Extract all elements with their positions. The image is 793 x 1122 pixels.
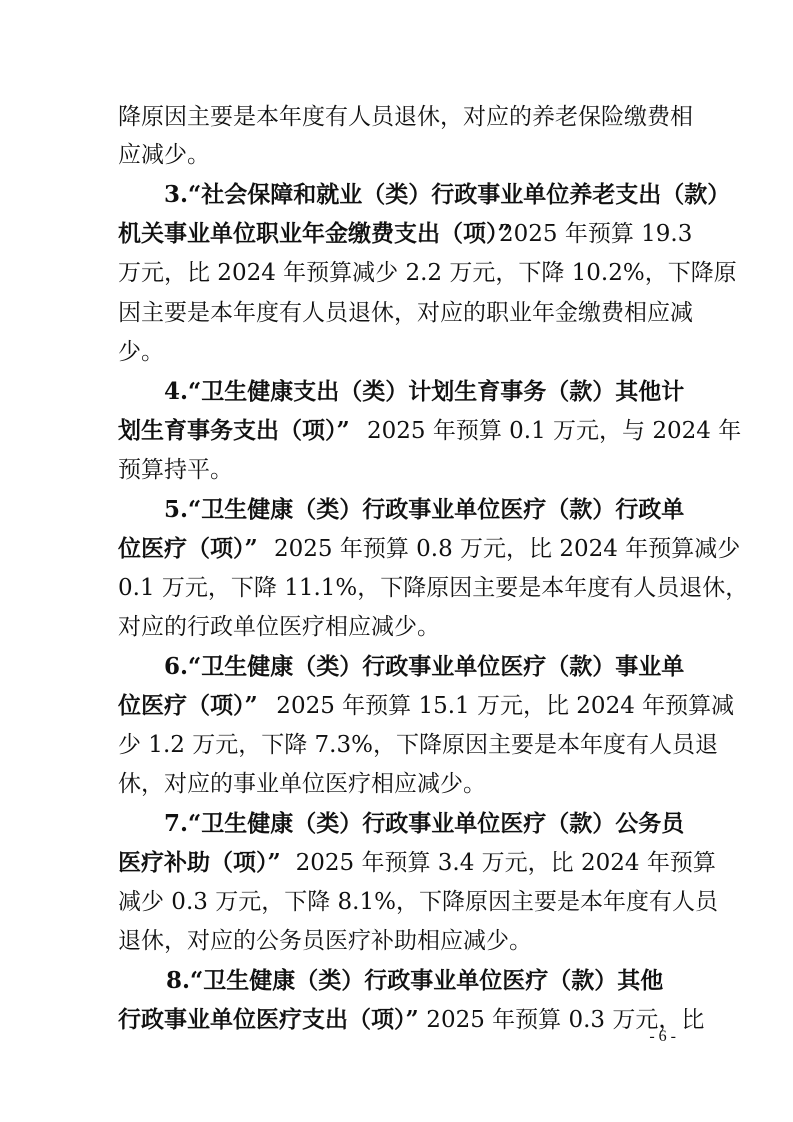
line-14-text: 对应的行政单位医疗相应减少。: [118, 614, 440, 640]
heading-8-budget-text: 2025 年预算 0.3 万元，比: [419, 1007, 705, 1033]
line-2-text: 应减少。: [118, 142, 210, 168]
page-number: - 6 -: [649, 1028, 676, 1045]
heading-4-continuation: 划生育事务支出（项）”: [118, 417, 350, 444]
heading-7-text: 7.“卫生健康（类）行政事业单位医疗（款）公务员: [164, 810, 685, 837]
line-6-text: 因主要是本年度有人员退休，对应的职业年金缴费相应减: [118, 300, 693, 326]
heading-3-text: 3.“社会保障和就业（类）行政事业单位养老支出（款）: [164, 181, 731, 208]
line-21-text: 减少 0.3 万元，下降 8.1%，下降原因主要是本年度有人员: [118, 889, 718, 915]
line-17-text: 少 1.2 万元，下降 7.3%，下降原因主要是本年度有人员退: [118, 732, 718, 758]
line-18-text: 休，对应的事业单位医疗相应减少。: [118, 771, 486, 797]
heading-6-text: 6.“卫生健康（类）行政事业单位医疗（款）事业单: [164, 653, 685, 680]
line-1-text: 降原因主要是本年度有人员退休，对应的养老保险缴费相: [118, 104, 693, 130]
heading-5-continuation: 位医疗（项）”: [118, 535, 258, 562]
heading-3-budget-text: 2025 年预算 19.3: [499, 221, 693, 247]
heading-7-continuation: 医疗补助（项）”: [118, 849, 281, 876]
line-7-text: 少。: [118, 339, 164, 365]
heading-4-text: 4.“卫生健康支出（类）计划生育事务（款）其他计: [164, 378, 685, 405]
heading-8-continuation: 行政事业单位医疗支出（项）”: [118, 1006, 419, 1033]
heading-6-budget-text: 2025 年预算 15.1 万元，比 2024 年预算减: [269, 693, 735, 719]
heading-3-continuation: 机关事业单位职业年金缴费支出（项）”: [118, 220, 511, 247]
heading-7-budget-text: 2025 年预算 3.4 万元，比 2024 年预算: [281, 850, 716, 876]
line-10-text: 预算持平。: [118, 457, 233, 483]
heading-5-budget-text: 2025 年预算 0.8 万元，比 2024 年预算减少: [274, 536, 741, 562]
line-22-text: 退休，对应的公务员医疗补助相应减少。: [118, 928, 532, 954]
heading-6-continuation: 位医疗（项）”: [118, 692, 258, 719]
heading-5-text: 5.“卫生健康（类）行政事业单位医疗（款）行政单: [164, 496, 685, 523]
line-13-text: 0.1 万元，下降 11.1%，下降原因主要是本年度有人员退休，: [118, 575, 749, 601]
heading-8-text: 8.“卫生健康（类）行政事业单位医疗（款）其他: [166, 967, 664, 994]
heading-4-budget-text: 2025 年预算 0.1 万元，与 2024 年: [367, 418, 742, 444]
line-5-text: 万元，比 2024 年预算减少 2.2 万元，下降 10.2%，下降原: [118, 260, 737, 286]
